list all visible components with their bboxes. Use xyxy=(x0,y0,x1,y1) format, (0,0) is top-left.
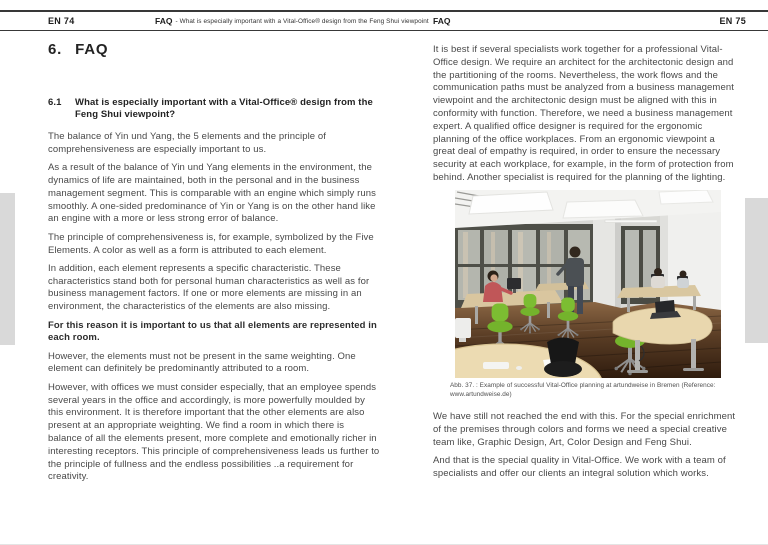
page-header xyxy=(0,10,768,31)
left-text-column xyxy=(48,41,380,490)
emphasized-paragraph: For this reason it is important to us that all elements are represented in each room. xyxy=(48,319,377,344)
running-title-left-bold: FAQ xyxy=(155,16,173,26)
chapter-title: FAQ xyxy=(75,41,109,58)
page-number-right: EN 75 xyxy=(719,16,746,26)
running-title-left-rest: - What is especially important with a Vital-Office® design from the Feng Shui viewpoint xyxy=(175,17,429,25)
section-heading xyxy=(48,97,380,121)
figure-caption: Abb. 37. : Example of successful Vital-Office planning at artundweise in Bremen (Reference: www.artundweise.de) xyxy=(450,382,716,398)
paragraph: It is best if several specialists work together for a professional Vital-Office design. We require an architect for the architectonic design and the partitioning of the rooms. Nevertheless, the work flows and the communication paths must be analyzed from a business management viewpoint and the architectonic design must be aligned with this in conformity with function. Therefore, we need a business management expert. A qualified office designer is required for the ergonomic planning of the office workplaces. From an ergonomic viewpoint a great deal of empathy is required, in order to ensure the necessary security at each workplace, for example, in the form of protection from behind. Another specialist is required for the planning of the lighting. xyxy=(433,44,734,183)
paragraph: In addition, each element represents a specific characteristic. These characteristics stand both for personal human characteristics as well as for business management factors. If one or more elements are missing in an environment, the characteristics of the elements are also missing. xyxy=(48,262,370,313)
paragraph: However, with offices we must consider especially, that an employee spends several years in the office and accordingly, is more powerfully moulded by this environment. It is therefore important that the other elements are also present at an appropriate weighting. We find a room in which there is balance of all the elements present, more complete and emotionally richer in interesting receptors. This principle of comprehensiveness leads us further to the principle of fullness and the endless possibilities ..a requirement for creativity. xyxy=(48,381,380,483)
paragraph: As a result of the balance of Yin und Yang elements in the environment, the dynamics of life are maintained, both in the personal and in the business management segment. This is comparable with an engine which simply runs smoothly. A one-sided predominance of Yin or Yang is on the other hand like an engine with a more or less strong error of balance. xyxy=(48,162,376,225)
running-title-left xyxy=(155,12,429,30)
chapter-number: 6. xyxy=(48,41,63,58)
page-number-left: EN 74 xyxy=(48,16,75,26)
office-photo-figure xyxy=(433,190,736,399)
office-photo-illustration xyxy=(455,190,721,378)
paragraph: And that is the special quality in Vital-Office. We work with a team of specialists and offer our clients an integral solution which works. xyxy=(433,455,726,480)
section-thumb-tab-right xyxy=(745,198,768,343)
chapter-heading xyxy=(48,41,380,58)
section-number: 6.1 xyxy=(48,96,62,108)
paragraph: The balance of Yin und Yang, the 5 elements and the principle of comprehensiveness are especially important to us. xyxy=(48,131,327,155)
paragraph: The principle of comprehensiveness is, for example, symbolized by the Five Elements. A color as well as a form is attributed to each element. xyxy=(48,231,374,256)
right-text-column xyxy=(433,44,736,486)
paragraph: We have still not reached the end with this. For the special enrichment of the premises through colors and forms we need a special creative team like, Graphic Design, Art, Color Design and Feng Shui. xyxy=(433,411,736,449)
section-thumb-tab-left xyxy=(0,193,15,345)
paragraph: However, the elements must not be present in the same weighting. One element can definitely be predominantly attributed to a room. xyxy=(48,350,356,375)
section-title: What is especially important with a Vital-Office® design from the Feng Shui viewpoint? xyxy=(75,96,373,120)
running-title-right: FAQ xyxy=(433,16,451,26)
